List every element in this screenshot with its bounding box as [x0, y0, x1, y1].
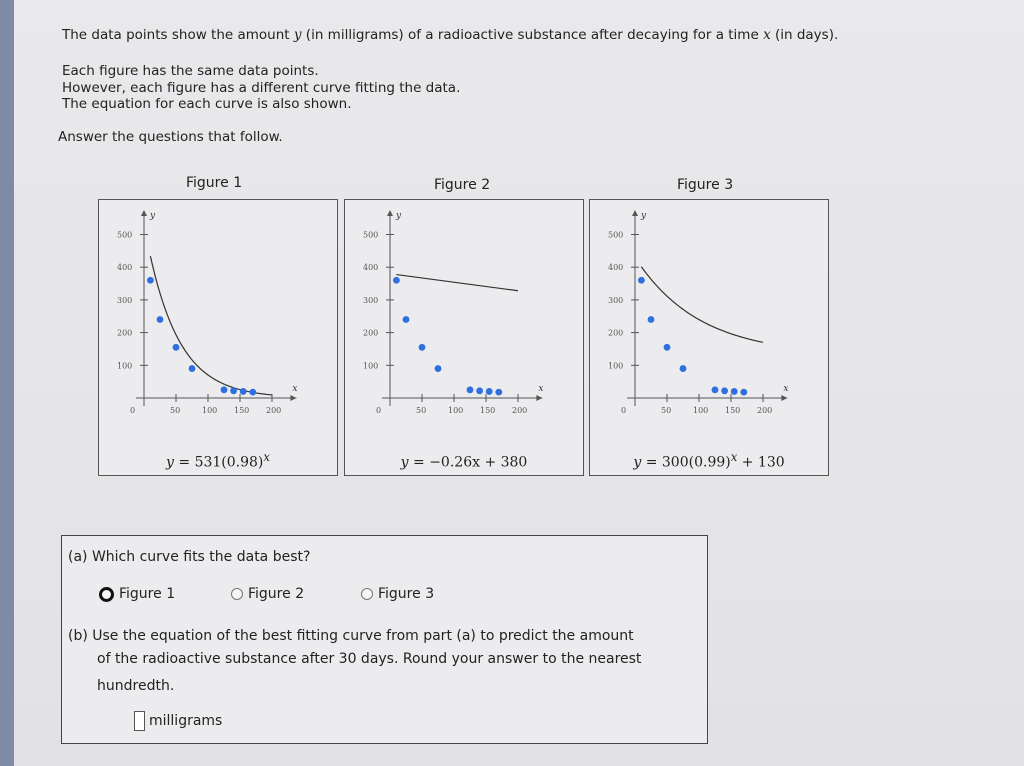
- prompt-line-2: Each figure has the same data points.: [62, 63, 319, 79]
- x-tick-label: 150: [725, 406, 741, 415]
- data-point: [721, 387, 728, 394]
- data-point: [240, 388, 247, 395]
- figure-1-panel: [98, 199, 338, 476]
- y-tick-label: 300: [363, 295, 379, 305]
- figure-2-plot: [345, 200, 583, 440]
- answer-unit: milligrams: [149, 713, 223, 729]
- origin-label: 0: [621, 406, 627, 415]
- y-tick-label: 500: [608, 230, 624, 240]
- figure-2-panel: [344, 199, 584, 476]
- x-axis-label: x: [292, 384, 298, 394]
- x-tick-label: 150: [234, 406, 250, 415]
- x-tick-label: 200: [512, 406, 528, 415]
- data-point: [147, 277, 154, 284]
- x-axis-arrow: [781, 395, 787, 401]
- x-tick-label: 100: [448, 406, 464, 415]
- y-axis-arrow: [387, 210, 393, 216]
- y-axis-label: y: [641, 211, 647, 221]
- option-figure-1-label: Figure 1: [119, 586, 176, 602]
- x-axis-arrow: [536, 395, 542, 401]
- option-figure-2[interactable]: [231, 586, 304, 602]
- data-point: [495, 389, 502, 396]
- origin-label: 0: [376, 406, 382, 415]
- prompt-line-3: However, each figure has a different curve fitting the data.: [62, 80, 461, 96]
- radio-figure-2[interactable]: [231, 588, 243, 600]
- x-tick-label: 50: [416, 406, 427, 415]
- figure-3-equation: $y = 300(0.99)^x + 130$: [633, 450, 785, 471]
- data-point: [419, 344, 426, 351]
- x-tick-label: 50: [661, 406, 672, 415]
- x-tick-label: 200: [266, 406, 282, 415]
- y-tick-label: 300: [117, 295, 133, 305]
- question-a-label: (a) Which curve fits the data best?: [68, 549, 311, 565]
- data-point: [638, 277, 645, 284]
- option-figure-2-label: Figure 2: [248, 586, 305, 602]
- data-point: [157, 316, 164, 323]
- question-b-line-1: (b) Use the equation of the best fitting curve from part (a) to predict the amount: [68, 628, 634, 644]
- data-point: [393, 277, 400, 284]
- y-axis-arrow: [632, 210, 638, 216]
- x-axis-arrow: [290, 395, 296, 401]
- y-tick-label: 400: [117, 263, 133, 273]
- data-point: [403, 316, 410, 323]
- figure-3-plot: [590, 200, 828, 440]
- data-point: [467, 386, 474, 393]
- data-point: [476, 387, 483, 394]
- data-point: [731, 388, 738, 395]
- y-tick-label: 300: [608, 295, 624, 305]
- radio-figure-3[interactable]: [361, 588, 373, 600]
- data-point: [486, 388, 493, 395]
- x-axis-label: x: [538, 384, 544, 394]
- figure-3-title: Figure 3: [677, 177, 734, 193]
- y-tick-label: 400: [608, 263, 624, 273]
- fit-curve: [641, 267, 763, 343]
- y-tick-label: 100: [363, 361, 379, 371]
- x-tick-label: 100: [202, 406, 218, 415]
- data-point: [221, 386, 228, 393]
- prompt-line-1: The data points show the amount y (in milligrams) of a radioactive substance after decaying for a time x (in days).: [62, 27, 839, 43]
- y-tick-label: 200: [117, 328, 133, 338]
- question-b-line-2: of the radioactive substance after 30 days. Round your answer to the nearest: [97, 651, 642, 667]
- data-point: [664, 344, 671, 351]
- option-figure-3-label: Figure 3: [378, 586, 435, 602]
- option-figure-3[interactable]: [361, 586, 434, 602]
- y-tick-label: 200: [608, 328, 624, 338]
- y-axis-label: y: [396, 211, 402, 221]
- data-point: [680, 365, 687, 372]
- y-tick-label: 500: [363, 230, 379, 240]
- figure-3-panel: [589, 199, 829, 476]
- x-tick-label: 200: [757, 406, 773, 415]
- data-point: [740, 389, 747, 396]
- option-figure-1[interactable]: [99, 586, 175, 602]
- data-point: [648, 316, 655, 323]
- prompt-line-5: Answer the questions that follow.: [58, 129, 283, 145]
- y-axis-label: y: [150, 211, 156, 221]
- y-tick-label: 100: [608, 361, 624, 371]
- data-point: [435, 365, 442, 372]
- y-tick-label: 200: [363, 328, 379, 338]
- window-edge: [0, 0, 14, 766]
- y-tick-label: 500: [117, 230, 133, 240]
- x-axis-label: x: [783, 384, 789, 394]
- data-point: [173, 344, 180, 351]
- figure-1-title: Figure 1: [186, 175, 243, 191]
- question-b-line-3: hundredth.: [97, 678, 175, 694]
- figure-1-equation: $y = 531(0.98)^x$: [166, 450, 270, 471]
- y-axis-arrow: [141, 210, 147, 216]
- figure-1-plot: [99, 200, 337, 440]
- data-point: [189, 365, 196, 372]
- x-tick-label: 150: [480, 406, 496, 415]
- fit-curve: [150, 256, 272, 395]
- data-point: [230, 387, 237, 394]
- y-tick-label: 100: [117, 361, 133, 371]
- figure-2-equation: y = −0.26x + 380: [400, 454, 528, 471]
- figure-2-title: Figure 2: [434, 177, 491, 193]
- prompt-line-4: The equation for each curve is also shown.: [62, 96, 352, 112]
- data-point: [249, 389, 256, 396]
- data-point: [712, 386, 719, 393]
- origin-label: 0: [130, 406, 136, 415]
- fit-curve: [396, 275, 518, 291]
- answer-input[interactable]: [134, 711, 145, 731]
- x-tick-label: 50: [170, 406, 181, 415]
- radio-figure-1[interactable]: [99, 587, 114, 602]
- x-tick-label: 100: [693, 406, 709, 415]
- y-tick-label: 400: [363, 263, 379, 273]
